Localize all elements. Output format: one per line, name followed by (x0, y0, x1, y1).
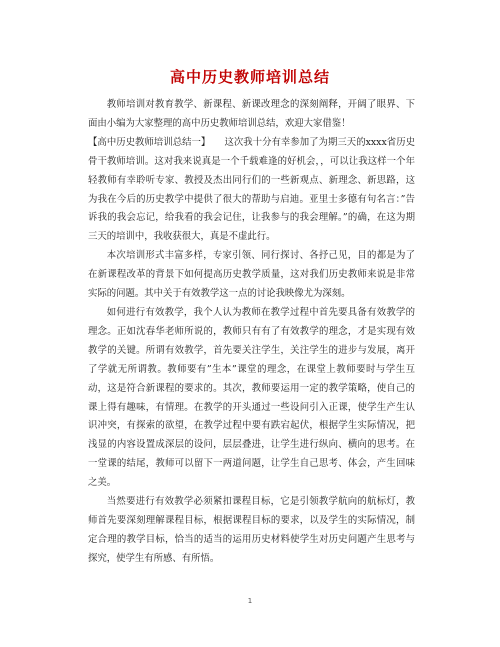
paragraph-effective-teaching: 如何进行有效教学，我个人认为教师在教学过程中首先要具备有效教学的理念。正如沈春华老师所说的，教师只有有了有效教学的理念，才是实现有效教学的关键。所谓有效教学，首先要关注学生，关注学生的进步与发展，离开了学就无所谓教。教师要有”生本”课堂的理念，在课堂上教师要时与学生互动，这是符合新课程的要求的。其次，教师要运用一定的教学策略，使自己的课上得有趣味，有情理。在教学的开头通过一些设问引入正课，使学生产生认识冲突，有探索的欲望，在教学过程中要有跌宕起伏，根据学生实际情况，把浅显的内容设置成深层的设问，层层叠进，让学生进行纵向、横向的思考。在一堂课的结尾，教师可以留下一两道问题，让学生自己思考、体会，产生回味之美。 (88, 306, 415, 489)
paragraph-intro: 教师培训对教育教学、新课程、新课改理念的深刻阐释，开阔了眼界、下面由小编为大家整理的高中历史教师培训总结，欢迎大家借鉴！ (88, 99, 415, 129)
document-body (88, 96, 415, 569)
paragraph-summary-one: 【高中历史教师培训总结一】 这次我十分有幸参加了为期三天的xxxx省历史骨干教师培训。这对我来说真是一个千载难逢的好机会，，可以让我这样一个年轻教师有幸聆听专家、教授及杰出同行们的一些新观点、新理念、新思路，这为我在今后的历史教学中提供了很大的帮助与启迪。亚里士多德有句名言：”告诉我的我会忘记，给我看的我会记住，让我参与的我会理解。”的确，在这为期三天的培训中，我收获很大，真是不虚此行。 (88, 136, 415, 243)
page-number: 1 (247, 597, 253, 605)
paragraph-training-format: 本次培训形式丰富多样，专家引领、同行探讨、各抒己见，目的都是为了在新课程改革的背景下如何提高历史教学质量，这对我们历史教师来说是非常实际的问题。其中关于有效教学这一点的讨论我映像尤为深刻。 (88, 250, 415, 300)
paragraph-course-goals: 当然要进行有效教学必须紧扣课程目标，它是引领教学航向的航标灯，教师首先要深刻理解课程目标，根据课程目标的要求，以及学生的实际情况，制定合理的教学目标，恰当的适当的运用历史材料使学生对历史问题产生思考与探究，使学生有所感、有所悟。 (88, 496, 415, 564)
document-title: 高中历史教师培训总结 (169, 68, 330, 86)
